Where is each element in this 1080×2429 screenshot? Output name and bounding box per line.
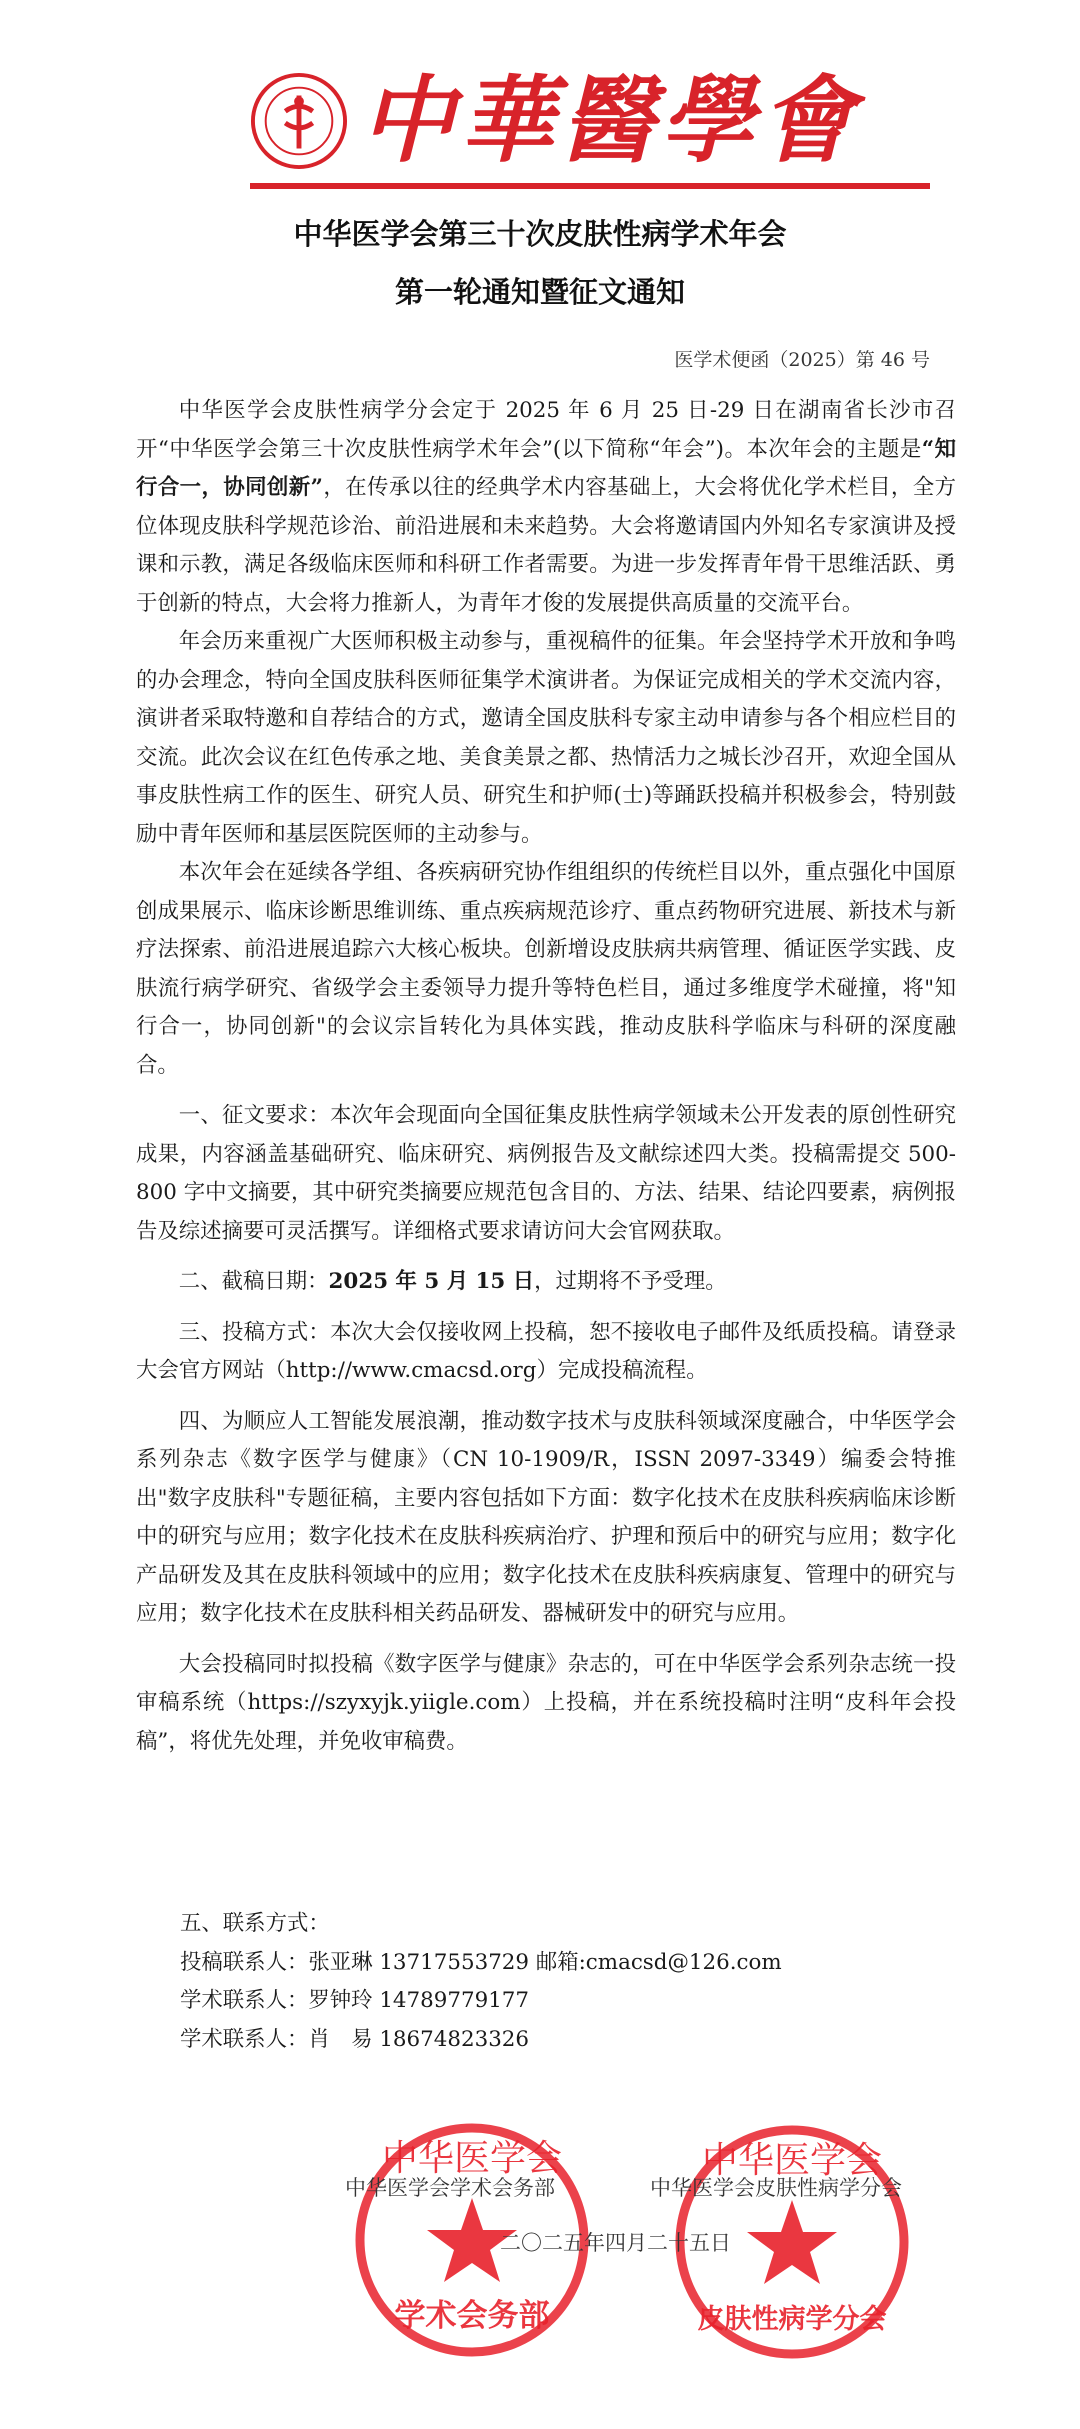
seal-text-top: 中华医学会	[701, 2140, 883, 2181]
brand-title: 中華醫學會	[360, 66, 861, 176]
document-number: 医学术便函（2025）第 46 号	[674, 349, 930, 371]
paragraph-program: 本次年会在延续各学组、各疾病研究协作组组织的传统栏目以外，重点强化中国原创成果展示、临床诊断思维训练、重点疾病规范诊疗、重点药物研究进展、新技术与新疗法探索、前沿进展追踪六大核心板块。创新增设皮肤病共病管理、循证医学实践、皮肤流行病学研究、省级学会主委领导力提升等特色栏目，通过多维度学术碰撞，将"知行合一，协同创新"的会议宗旨转化为具体实践，推动皮肤科学临床与科研的深度融合。	[136, 860, 956, 1078]
seal-text-bottom: 学术会务部	[394, 2298, 550, 2334]
seal-text-top: 中华医学会	[381, 2138, 563, 2179]
cma-logo-icon	[250, 72, 348, 170]
seal-text-bottom: 皮肤性病学分会	[697, 2304, 887, 2335]
notice-body	[136, 392, 956, 1761]
signature-date: 二〇二五年四月二十五日	[500, 2231, 731, 2255]
paragraph-call-requirements: 一、征文要求：本次年会现面向全国征集皮肤性病学领域未公开发表的原创性研究成果，内容涵盖基础研究、临床研究、病例报告及文献综述四大类。投稿需提交 500-800 字中文摘要，其中研究类摘要应规范包含目的、方法、结果、结论四要素，病例报告及综述摘要可灵活撰写。详细格式要求请访问大会官网获取。	[136, 1103, 956, 1244]
letterhead	[240, 60, 940, 190]
contact-section	[180, 1905, 782, 2059]
signature-org-2: 中华医学会皮肤性病学分会	[650, 2176, 902, 2200]
paragraph-submission: 三、投稿方式：本次大会仅接收网上投稿，恕不接收电子邮件及纸质投稿。请登录大会官方网站（http://www.cmacsd.org）完成投稿流程。	[136, 1319, 956, 1383]
contact-line: 学术联系人：罗钟玲 14789779177	[180, 1988, 530, 2013]
paragraph-journal: 大会投稿同时拟投稿《数字医学与健康》杂志的，可在中华医学会系列杂志统一投审稿系统（https://szyxyjk.yiigle.com）上投稿，并在系统投稿时注明“皮科年会投稿”，将优先处理，并免收审稿费。	[136, 1651, 956, 1754]
contact-line: 投稿联系人：张亚琳 13717553729 邮箱:cmacsd@126.com	[180, 1949, 782, 1975]
signature-org-1: 中华医学会学术会务部	[345, 2176, 555, 2200]
contact-heading: 五、联系方式：	[180, 1911, 330, 1936]
contact-line: 学术联系人：肖 易 18674823326	[180, 2026, 530, 2052]
header-rule	[250, 183, 930, 189]
paragraph-participation: 年会历来重视广大医师积极主动参与，重视稿件的征集。年会坚持学术开放和争鸣的办会理念，特向全国皮肤科医师征集学术演讲者。为保证完成相关的学术交流内容，演讲者采取特邀和自荐结合的方式，邀请全国皮肤科专家主动申请参与各个相应栏目的交流。此次会议在红色传承之地、美食美景之都、热情活力之城长沙召开，欢迎全国从事皮肤性病工作的医生、研究人员、研究生和护师(士)等踊跃投稿并积极参会，特别鼓励中青年医师和基层医院医师的主动参与。	[136, 629, 956, 847]
page-title: 中华医学会第三十次皮肤性病学术年会	[293, 217, 787, 251]
paragraph-intro: 中华医学会皮肤性病学分会定于 2025 年 6 月 25 日-29 日在湖南省长沙市召开“中华医学会第三十次皮肤性病学术年会”(以下简称“年会”)。本次年会的主题是“知行合一，协同创新”，在传承以往的经典学术内容基础上，大会将优化学术栏目，全方位体现皮肤科学规范诊治、前沿进展和未来趋势。大会将邀请国内外知名专家演讲及授课和示教，满足各级临床医师和科研工作者需要。为进一步发挥青年骨干思维活跃、勇于创新的特点，大会将力推新人，为青年才俊的发展提供高质量的交流平台。	[136, 398, 957, 616]
page-subtitle: 第一轮通知暨征文通知	[394, 275, 685, 309]
paragraph-deadline: 二、截稿日期：2025 年 5 月 15 日，过期将不予受理。	[178, 1269, 727, 1294]
paragraph-digital-health: 四、为顺应人工智能发展浪潮，推动数字技术与皮肤科领域深度融合，中华医学会系列杂志《数字医学与健康》（CN 10-1909/R，ISSN 2097-3349）编委会特推出"数字皮肤科"专题征稿，主要内容包括如下方面：数字化技术在皮肤科疾病临床诊断中的研究与应用；数字化技术在皮肤科疾病治疗、护理和预后中的研究与应用；数字化产品研发及其在皮肤科领域中的应用；数字化技术在皮肤科疾病康复、管理中的研究与应用；数字化技术在皮肤科相关药品研发、器械研发中的研究与应用。	[136, 1408, 956, 1626]
